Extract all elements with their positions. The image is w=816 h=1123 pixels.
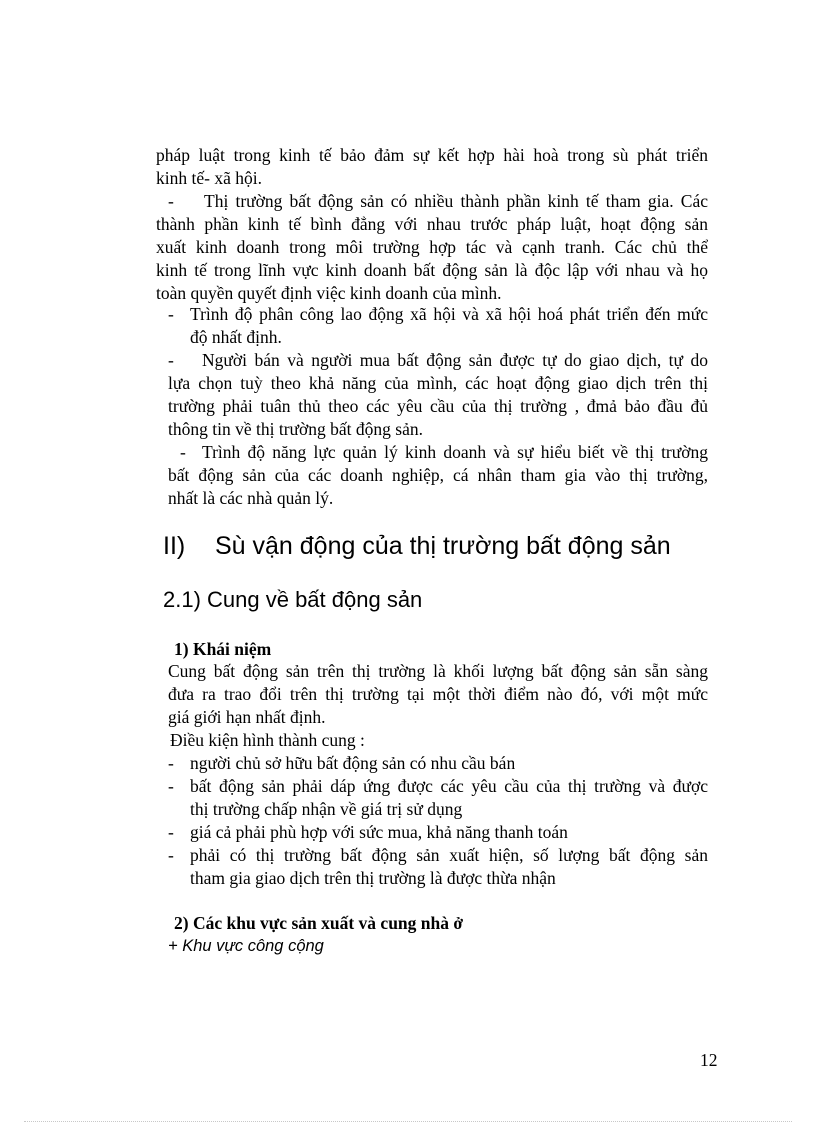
concept-line: Cung bất động sản trên thị trường là khối lượng bất động sản sẵn sàng — [168, 661, 708, 681]
section-heading — [163, 532, 671, 561]
bullet-dash: - — [168, 776, 174, 796]
concept-section — [168, 638, 708, 661]
bullet-dash: - — [168, 350, 174, 370]
condition-item — [168, 775, 708, 821]
bullet-line: thông tin về thị trường bất động sản. — [168, 419, 423, 439]
condition-line: thị trường chấp nhận về giá trị sử dụng — [190, 799, 463, 819]
housing-item: + Khu vực công cộng — [168, 937, 324, 955]
bullet-line: nhất là các nhà quản lý. — [168, 488, 334, 508]
bullet-line: kinh tế trong lĩnh vực kinh doanh bất động sản là độc lập với nhau và họ — [156, 260, 708, 280]
conditions-label: Điều kiện hình thành cung : — [170, 730, 365, 750]
page-number: 12 — [700, 1050, 718, 1070]
condition-line: bất động sản phải dáp ứng được các yêu cầu của thị trường và được — [190, 776, 708, 796]
condition-item — [168, 752, 708, 775]
bullet-line: Người bán và người mua bất động sản được tự do giao dịch, tự do — [202, 350, 708, 370]
continuation-paragraph — [156, 144, 708, 190]
bullet-item — [168, 303, 708, 349]
bullet-line: Trình độ năng lực quản lý kinh doanh và sự hiểu biết về thị trường — [202, 442, 708, 462]
bullet-dash: - — [168, 753, 174, 773]
bullet-dash: - — [168, 822, 174, 842]
bullet-item — [168, 441, 708, 510]
bullet-dash: - — [168, 845, 174, 865]
condition-item — [168, 844, 708, 890]
bullet-line: bất động sản của các doanh nghiệp, cá nhân tham gia vào thị trường, — [168, 465, 708, 485]
housing-section — [168, 912, 708, 958]
condition-line: người chủ sở hữu bất động sản có nhu cầu bán — [190, 753, 516, 773]
concept-heading: 1) Khái niệm — [174, 639, 272, 659]
condition-line: giá cả phải phù hợp với sức mua, khả năng thanh toán — [190, 822, 568, 842]
subsection-heading: 2.1) Cung về bất động sản — [163, 587, 423, 612]
section-title: Sù vận động của thị trường bất động sản — [215, 532, 671, 560]
condition-item — [168, 821, 708, 844]
concept-paragraph — [168, 660, 708, 752]
bullet-dash: - — [168, 191, 174, 211]
bullet-line: Trình độ phân công lao động xã hội và xã hội hoá phát triển đến mức — [190, 304, 708, 324]
condition-line: tham gia giao dịch trên thị trường là được thừa nhận — [190, 868, 556, 888]
bottom-divider — [24, 1121, 792, 1122]
bullet-line: Thị trường bất động sản có nhiều thành phần kinh tế tham gia. Các — [204, 191, 708, 211]
bullet-line: thành phần kinh tế bình đẳng với nhau trước pháp luật, hoạt động sản — [156, 214, 708, 234]
bullet-line: trường phải tuân thủ theo các yêu cầu của thị trường , đmả bảo đầu đủ — [168, 396, 708, 416]
section-number: II) — [163, 532, 186, 560]
bullet-item — [156, 190, 708, 305]
bullet-line: độ nhất định. — [190, 327, 282, 347]
condition-line: phải có thị trường bất động sản xuất hiện, số lượng bất động sản — [190, 845, 708, 865]
bullet-line: toàn quyền quyết định việc kinh doanh của mình. — [156, 283, 502, 303]
bullet-dash: - — [180, 442, 186, 462]
concept-line: đưa ra trao đổi trên thị trường tại một thời điểm nào đó, với một mức — [168, 684, 708, 704]
concept-line: giá giới hạn nhất định. — [168, 707, 326, 727]
housing-heading: 2) Các khu vực sản xuất và cung nhà ở — [174, 913, 464, 933]
paragraph-line: kinh tế- xã hội. — [156, 168, 262, 188]
bullet-dash: - — [168, 304, 174, 324]
bullet-line: lựa chọn tuỳ theo khả năng của mình, các hoạt động giao dịch trên thị — [168, 373, 708, 393]
bullet-item — [168, 349, 708, 441]
paragraph-line: pháp luật trong kinh tế bảo đảm sự kết hợp hài hoà trong sù phát triển — [156, 145, 708, 165]
bullet-line: xuất kinh doanh trong môi trường hợp tác và cạnh tranh. Các chủ thể — [156, 237, 708, 257]
